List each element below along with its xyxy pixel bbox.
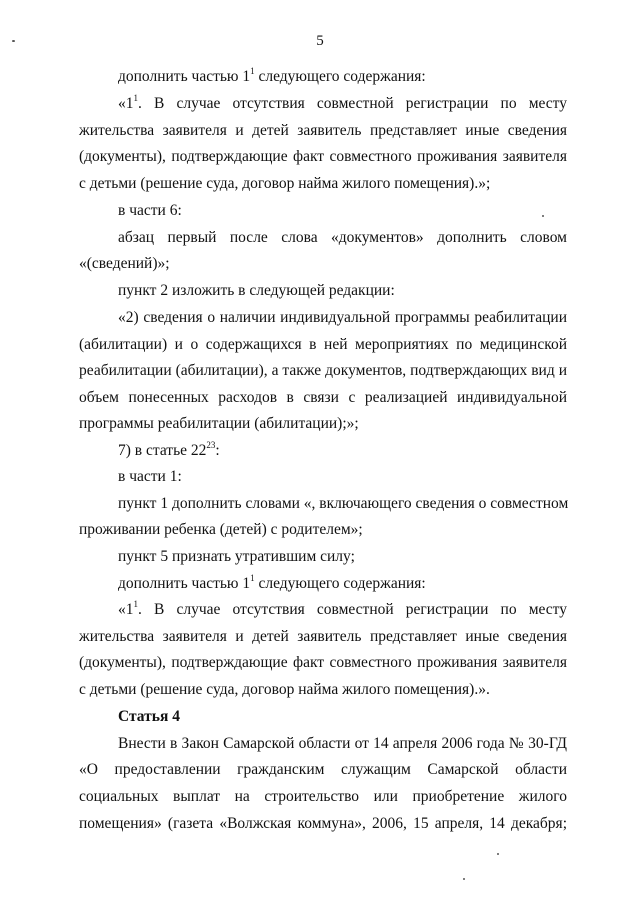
text-line [118, 94, 567, 114]
text-line [79, 814, 567, 834]
text-line [118, 67, 567, 87]
superscript: 1 [133, 93, 138, 103]
text-line [118, 574, 567, 594]
text-run: дополнить частью 1 [118, 68, 251, 85]
text-run: . В случае отсутствия совместной регистрации по месту [138, 601, 567, 618]
text-run: «О предоставлении гражданским служащим Самарской области [79, 761, 567, 778]
text-line [79, 787, 567, 807]
text-line [118, 600, 567, 620]
text-run: объем понесенных расходов в связи с реализацией индивидуальной [79, 389, 567, 406]
text-run: программы реабилитации (абилитации);»; [79, 415, 359, 432]
text-line [79, 361, 567, 381]
text-run: Внести в Закон Самарской области от 14 апреля 2006 года № 30-ГД [118, 735, 567, 752]
text-run: дополнить частью 1 [118, 575, 251, 592]
text-line [79, 121, 567, 141]
text-line [118, 494, 567, 514]
text-run: с детьми (решение суда, договор найма жилого помещения).». [79, 681, 490, 698]
text-run: 7) в статье 22 [118, 442, 207, 459]
text-run: пункт 5 признать утратившим силу; [118, 548, 355, 565]
text-line [79, 760, 567, 780]
text-run: в части 1: [118, 468, 182, 485]
text-line [118, 467, 567, 487]
text-line [79, 414, 567, 434]
text-run: реабилитации (абилитации), а также документов, подтверждающих вид и [79, 362, 567, 379]
text-line [118, 281, 567, 301]
text-run: следующего содержания: [254, 68, 426, 85]
text-line [118, 228, 567, 248]
text-run: в части 6: [118, 202, 182, 219]
text-run: «1 [118, 95, 134, 112]
text-run: следующего содержания: [254, 575, 426, 592]
text-line [79, 174, 567, 194]
text-line [79, 680, 567, 700]
text-run: жительства заявителя и детей заявитель представляет иные сведения [79, 628, 567, 645]
text-line [79, 254, 567, 274]
text-run: (документы), подтверждающие факт совместного проживания заявителя [79, 148, 567, 165]
text-line [79, 653, 567, 673]
scan-speck [12, 40, 15, 42]
superscript: 1 [250, 573, 255, 583]
text-run: : [215, 442, 220, 459]
text-line [79, 147, 567, 167]
text-run: Статья 4 [118, 708, 180, 725]
text-line [79, 627, 567, 647]
text-line [118, 734, 567, 754]
text-line [118, 201, 567, 221]
page-number: 5 [316, 33, 324, 49]
text-line [118, 308, 567, 328]
article-heading [118, 707, 567, 727]
superscript: 23 [206, 440, 216, 450]
text-run: пункт 2 изложить в следующей редакции: [118, 282, 395, 299]
text-run: (абилитации) и о содержащихся в ней мероприятиях по медицинской [79, 336, 567, 353]
text-run: социальных выплат на строительство или приобретение жилого [79, 788, 567, 805]
text-line [79, 388, 567, 408]
text-line [79, 520, 567, 540]
text-run: пункт 1 дополнить словами «, включающего сведения о совместном [118, 495, 569, 512]
text-run: «2) сведения о наличии индивидуальной программы реабилитации [118, 309, 567, 326]
text-run: (документы), подтверждающие факт совместного проживания заявителя [79, 654, 567, 671]
text-line [118, 441, 567, 461]
scan-speck [463, 878, 465, 880]
text-run: с детьми (решение суда, договор найма жилого помещения).»; [79, 175, 491, 192]
text-line [118, 547, 567, 567]
text-line [79, 335, 567, 355]
text-run: помещения» (газета «Волжская коммуна», 2006, 15 апреля, 14 декабря; [79, 815, 567, 832]
text-run: абзац первый после слова «документов» дополнить словом [118, 229, 567, 246]
text-run: . В случае отсутствия совместной регистрации по месту [138, 95, 567, 112]
text-run: жительства заявителя и детей заявитель представляет иные сведения [79, 122, 567, 139]
scan-speck [542, 215, 544, 217]
superscript: 1 [133, 599, 138, 609]
text-run: проживании ребенка (детей) с родителем»; [79, 521, 363, 538]
scan-speck [497, 853, 499, 855]
text-run: «1 [118, 601, 134, 618]
text-run: «(сведений)»; [79, 255, 170, 272]
superscript: 1 [250, 66, 255, 76]
